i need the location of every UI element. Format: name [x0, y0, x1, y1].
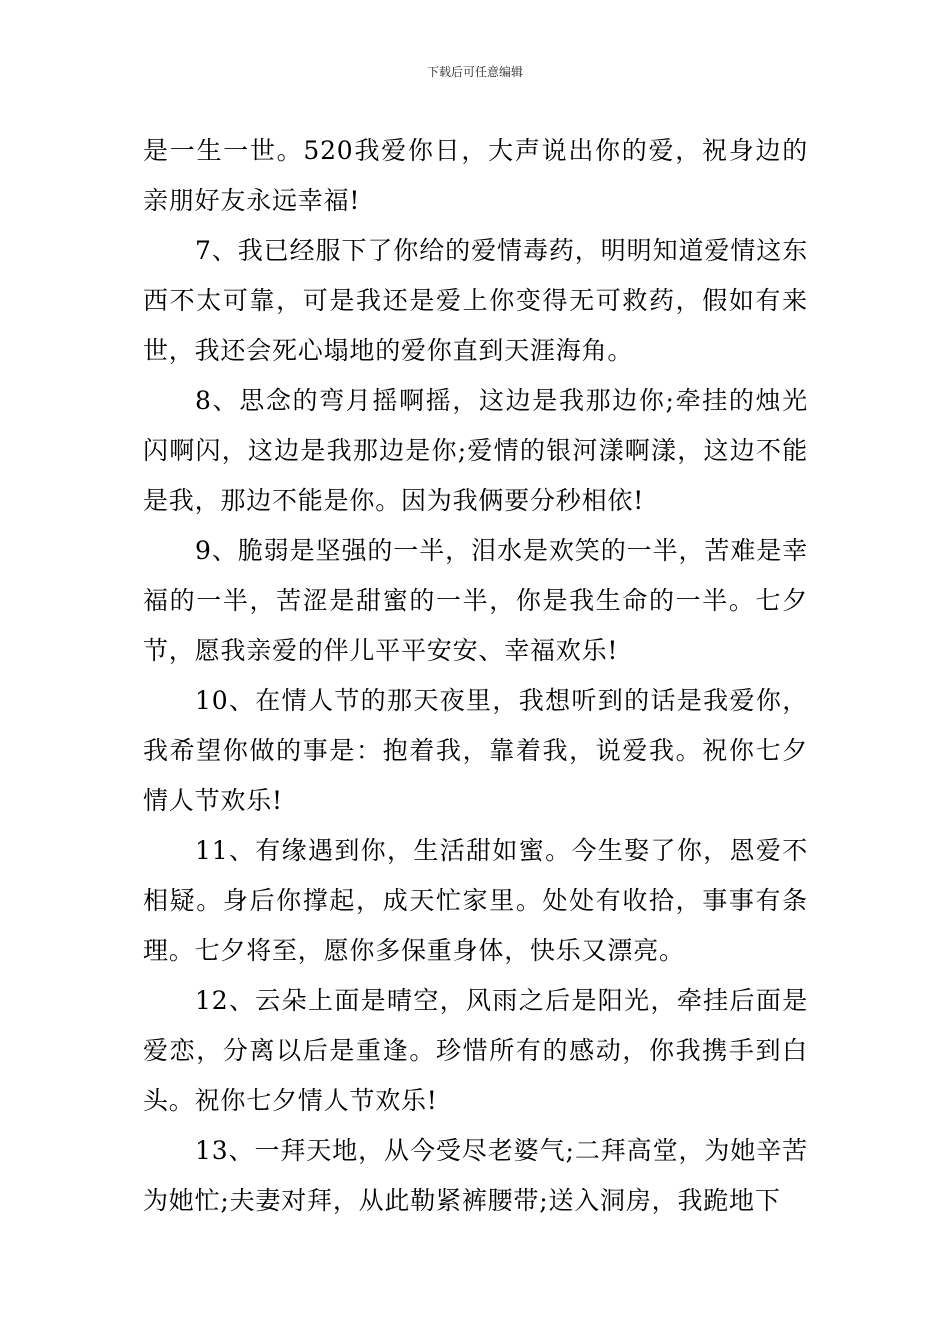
paragraph-item-10: 10、在情人节的那天夜里，我想听到的话是我爱你，我希望你做的事是：抱着我，靠着我，说爱我。祝你七夕情人节欢乐! — [143, 686, 808, 815]
paragraph-item-8: 8、思念的弯月摇啊摇，这边是我那边你;牵挂的烛光闪啊闪，这边是我那边是你;爱情的银河漾啊漾，这边不能是我，那边不能是你。因为我俩要分秒相依! — [143, 386, 808, 515]
paragraph-item-9: 9、脆弱是坚强的一半，泪水是欢笑的一半，苦难是幸福的一半，苦涩是甜蜜的一半，你是我生命的一半。七夕节，愿我亲爱的伴儿平平安安、幸福欢乐! — [143, 536, 808, 665]
paragraph-continuation: 是一生一世。520我爱你日，大声说出你的爱，祝身边的亲朋好友永远幸福! — [143, 136, 808, 215]
paragraph-item-13: 13、一拜天地，从今受尽老婆气;二拜高堂，为她辛苦为她忙;夫妻对拜，从此勒紧裤腰带;送入洞房，我跪地下 — [143, 1136, 808, 1215]
paragraph-item-7: 7、我已经服下了你给的爱情毒药，明明知道爱情这东西不太可靠，可是我还是爱上你变得无可救药，假如有来世，我还会死心塌地的爱你直到天涯海角。 — [143, 236, 808, 365]
page-header: 下载后可任意编辑 — [426, 65, 523, 79]
document-body — [143, 126, 808, 1226]
paragraph-item-11: 11、有缘遇到你，生活甜如蜜。今生娶了你，恩爱不相疑。身后你撑起，成天忙家里。处处有收拾，事事有条理。七夕将至，愿你多保重身体，快乐又漂亮。 — [143, 836, 808, 965]
paragraph-item-12: 12、云朵上面是晴空，风雨之后是阳光，牵挂后面是爱恋，分离以后是重逢。珍惜所有的感动，你我携手到白头。祝你七夕情人节欢乐! — [143, 986, 808, 1115]
